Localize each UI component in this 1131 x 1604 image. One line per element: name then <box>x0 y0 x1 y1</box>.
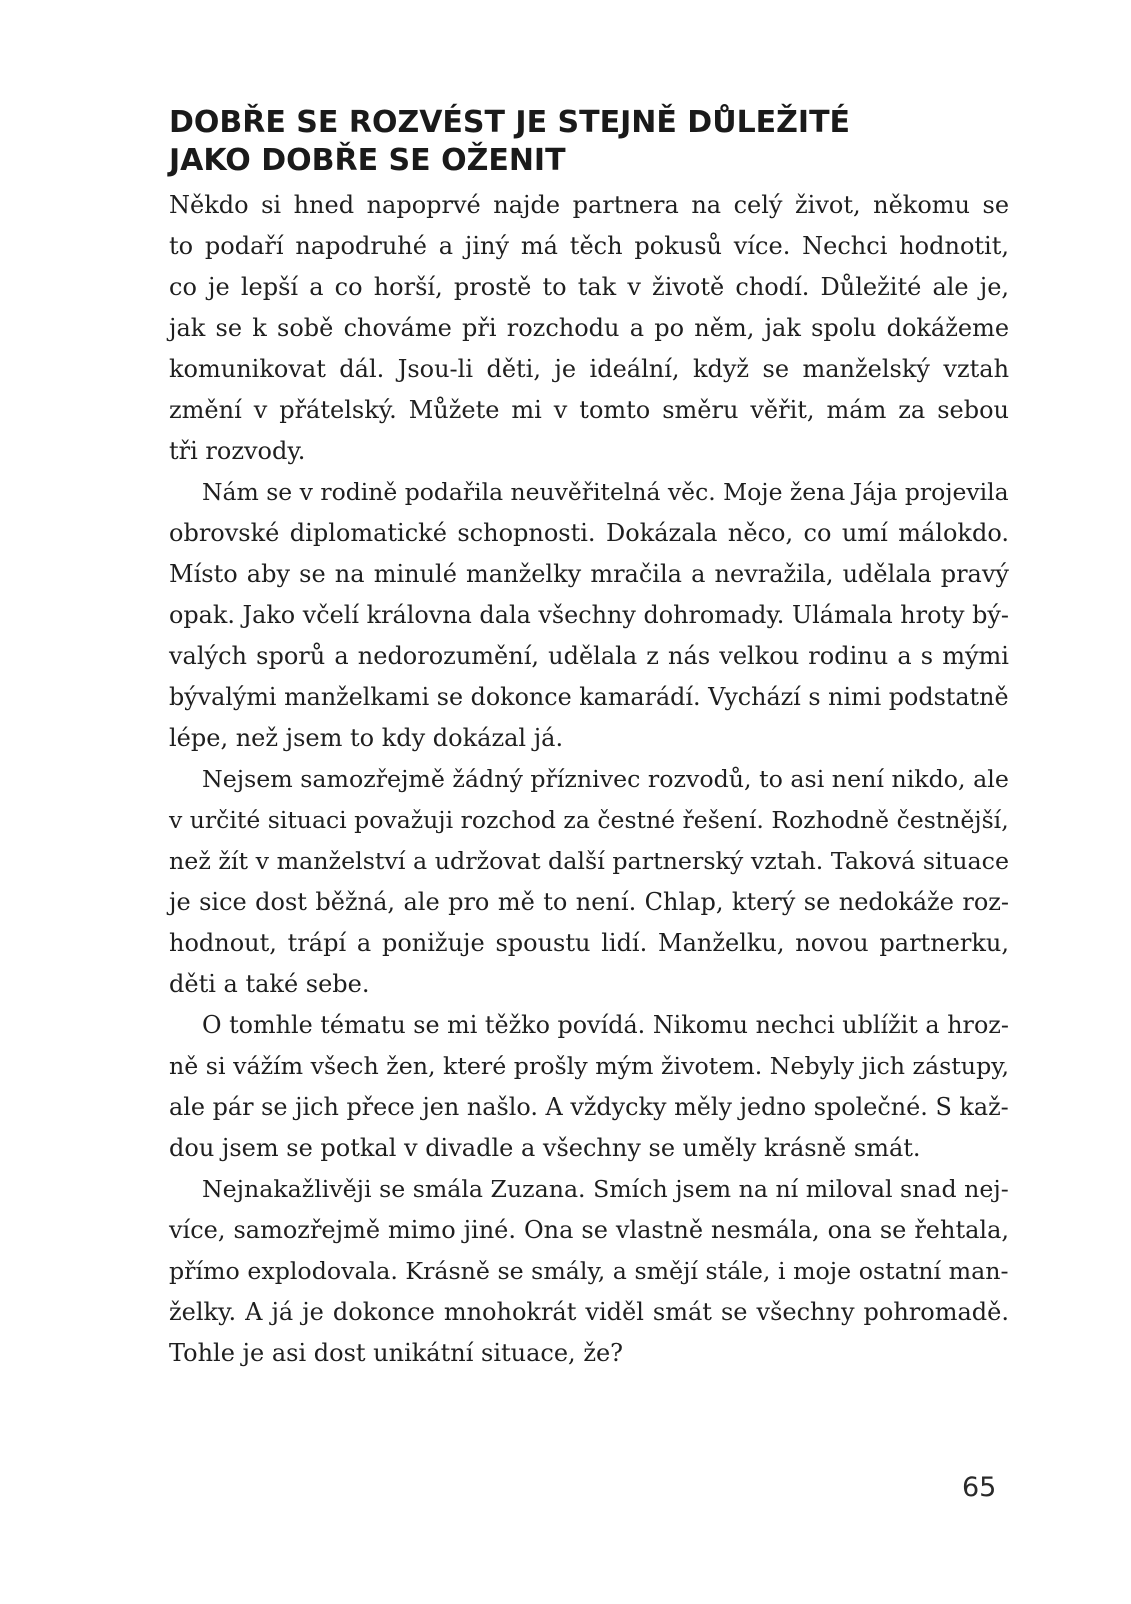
text-line: tři rozvody. <box>169 437 306 465</box>
text-line: opak. Jako včelí královna dala všechny dohromady. Ulámala hroty bý- <box>169 601 1009 629</box>
text-line: více, samozřejmě mimo jiné. Ona se vlastně nesmála, ona se řehtala, <box>169 1216 1010 1244</box>
text-line: to podaří napodruhé a jiný má těch pokusů více. Nechci hodnotit, <box>169 232 1009 260</box>
text-line: bývalými manželkami se dokonce kamarádí. Vychází s nimi podstatně <box>169 683 1009 711</box>
text-line: děti a také sebe. <box>169 970 370 998</box>
text-line: hodnout, trápí a ponižuje spoustu lidí. Manželku, novou partnerku, <box>169 929 1009 957</box>
paragraph-4 <box>169 1005 1009 1169</box>
text-line: lépe, než jsem to kdy dokázal já. <box>169 724 564 752</box>
text-line: Nám se v rodině podařila neuvěřitelná věc. Moje žena Jája projevila <box>202 478 1009 506</box>
page-number: 65 <box>962 1472 997 1503</box>
text-line: valých sporů a nedorozumění, udělala z nás velkou rodinu a s mými <box>169 642 1009 670</box>
text-line: než žít v manželství a udržovat další partnerský vztah. Taková situace <box>169 847 1010 875</box>
text-line: Nejsem samozřejmě žádný příznivec rozvodů, to asi není nikdo, ale <box>202 765 1009 793</box>
text-line: ale pár se jich přece jen našlo. A vždycky měly jedno společné. S kaž- <box>169 1093 1009 1121</box>
paragraph-5 <box>169 1169 1009 1374</box>
text-line: přímo explodovala. Krásně se smály, a smějí stále, i moje ostatní man- <box>169 1257 1009 1285</box>
text-line: Nejnakažlivěji se smála Zuzana. Smích jsem na ní miloval snad nej- <box>202 1175 1009 1203</box>
text-line: O tomhle tématu se mi těžko povídá. Nikomu nechci ublížit a hroz- <box>202 1011 1009 1039</box>
text-line: v určité situaci považuji rozchod za čestné řešení. Rozhodně čestnější, <box>169 806 1009 834</box>
paragraph-3 <box>169 759 1009 1005</box>
heading-line-1: DOBŘE SE ROZVÉST JE STEJNĚ DŮLEŽITÉ <box>169 105 851 140</box>
text-line: želky. A já je dokonce mnohokrát viděl smát se všechny pohromadě. <box>169 1298 1009 1326</box>
text-line: je sice dost běžná, ale pro mě to není. Chlap, který se nedokáže roz- <box>169 888 1010 916</box>
text-line: co je lepší a co horší, prostě to tak v životě chodí. Důležité ale je, <box>169 273 1010 301</box>
text-line: Místo aby se na minulé manželky mračila a nevražila, udělala pravý <box>169 560 1009 588</box>
text-line: Někdo si hned napoprvé najde partnera na celý život, někomu se <box>169 191 1010 219</box>
body-text <box>169 185 1009 1374</box>
paragraph-2 <box>169 472 1009 759</box>
text-line: změní v přátelský. Můžete mi v tomto směru věřit, mám za sebou <box>169 396 1009 424</box>
text-line: Tohle je asi dost unikátní situace, že? <box>169 1339 624 1367</box>
text-line: obrovské diplomatické schopnosti. Dokázala něco, co umí málokdo. <box>169 519 1009 547</box>
paragraph-1 <box>169 185 1009 472</box>
text-line: dou jsem se potkal v divadle a všechny se uměly krásně smát. <box>169 1134 921 1162</box>
text-line: komunikovat dál. Jsou-li děti, je ideální, když se manželský vztah <box>169 355 1010 383</box>
text-line: ně si vážím všech žen, které prošly mým životem. Nebyly jich zástupy, <box>169 1052 1009 1080</box>
chapter-heading <box>169 104 1009 180</box>
text-line: jak se k sobě chováme při rozchodu a po něm, jak spolu dokážeme <box>169 314 1010 342</box>
heading-line-2: JAKO DOBŘE SE OŽENIT <box>169 143 566 178</box>
